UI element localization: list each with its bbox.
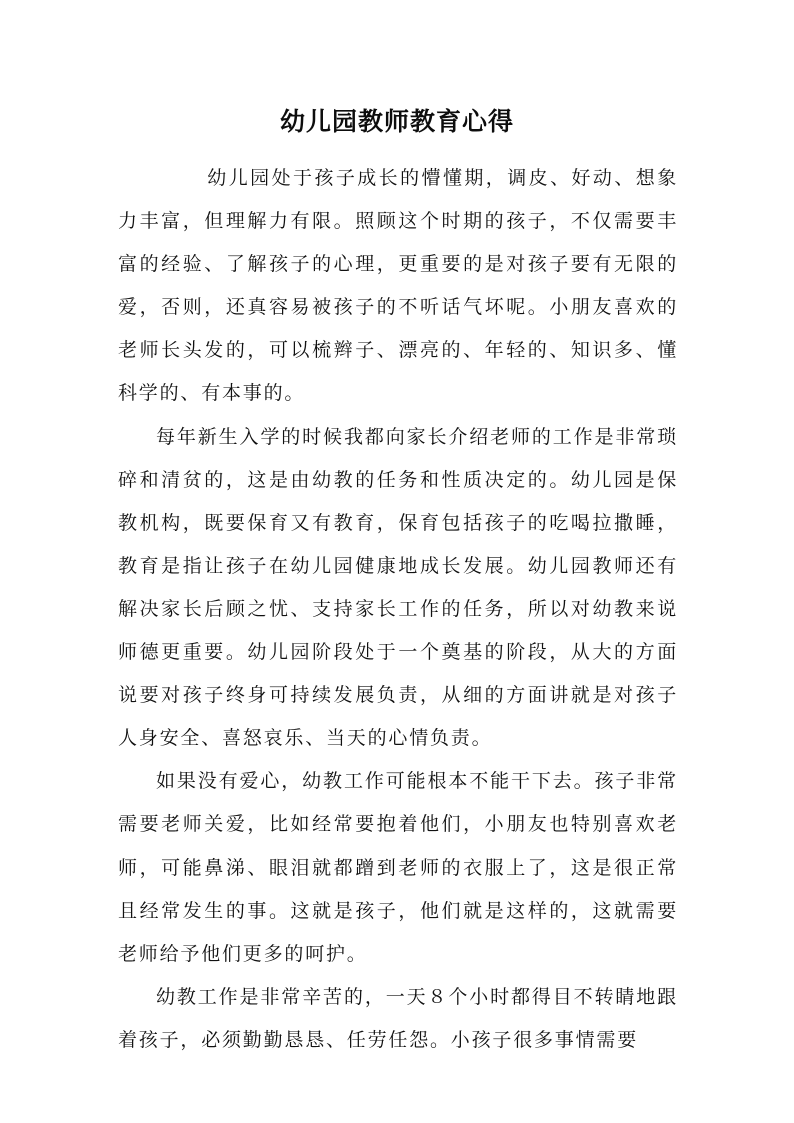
paragraph-2: 每年新生入学的时候我都向家长介绍老师的工作是非常琐碎和清贫的，这是由幼教的任务和性质决定的。幼儿园是保教机构，既要保育又有教育，保育包括孩子的吃喝拉撒睡，教育是指让孩子在幼儿园健康地成长发展。幼儿园教师还有解决家长后顾之忧、支持家长工作的任务，所以对幼教来说师德更重要。幼儿园阶段处于一个奠基的阶段，从大的方面说要对孩子终身可持续发展负责，从细的方面讲就是对孩子人身安全、喜怒哀乐、当天的心情负责。 (118, 425, 678, 750)
paragraph-1: 幼儿园处于孩子成长的懵懂期，调皮、好动、想象力丰富，但理解力有限。照顾这个时期的孩子，不仅需要丰富的经验、了解孩子的心理，更重要的是对孩子要有无限的爱，否则，还真容易被孩子的不听话气坏呢。小朋友喜欢的老师长头发的，可以梳辫子、漂亮的、年轻的、知识多、懂科学的、有本事的。 (118, 167, 678, 405)
document-body (118, 157, 678, 1062)
paragraph-4: 幼教工作是非常辛苦的，一天８个小时都得目不转睛地跟着孩子，必须勤勤恳恳、任劳任怨。小孩子很多事情需要 (118, 985, 678, 1051)
page-title: 幼儿园教师教育心得 (279, 107, 514, 136)
paragraph-3: 如果没有爱心，幼教工作可能根本不能干下去。孩子非常需要老师关爱，比如经常要抱着他们，小朋友也特别喜欢老师，可能鼻涕、眼泪就都蹭到老师的衣服上了，这是很正常且经常发生的事。这就是孩子，他们就是这样的，这就需要老师给予他们更多的呵护。 (118, 770, 678, 965)
